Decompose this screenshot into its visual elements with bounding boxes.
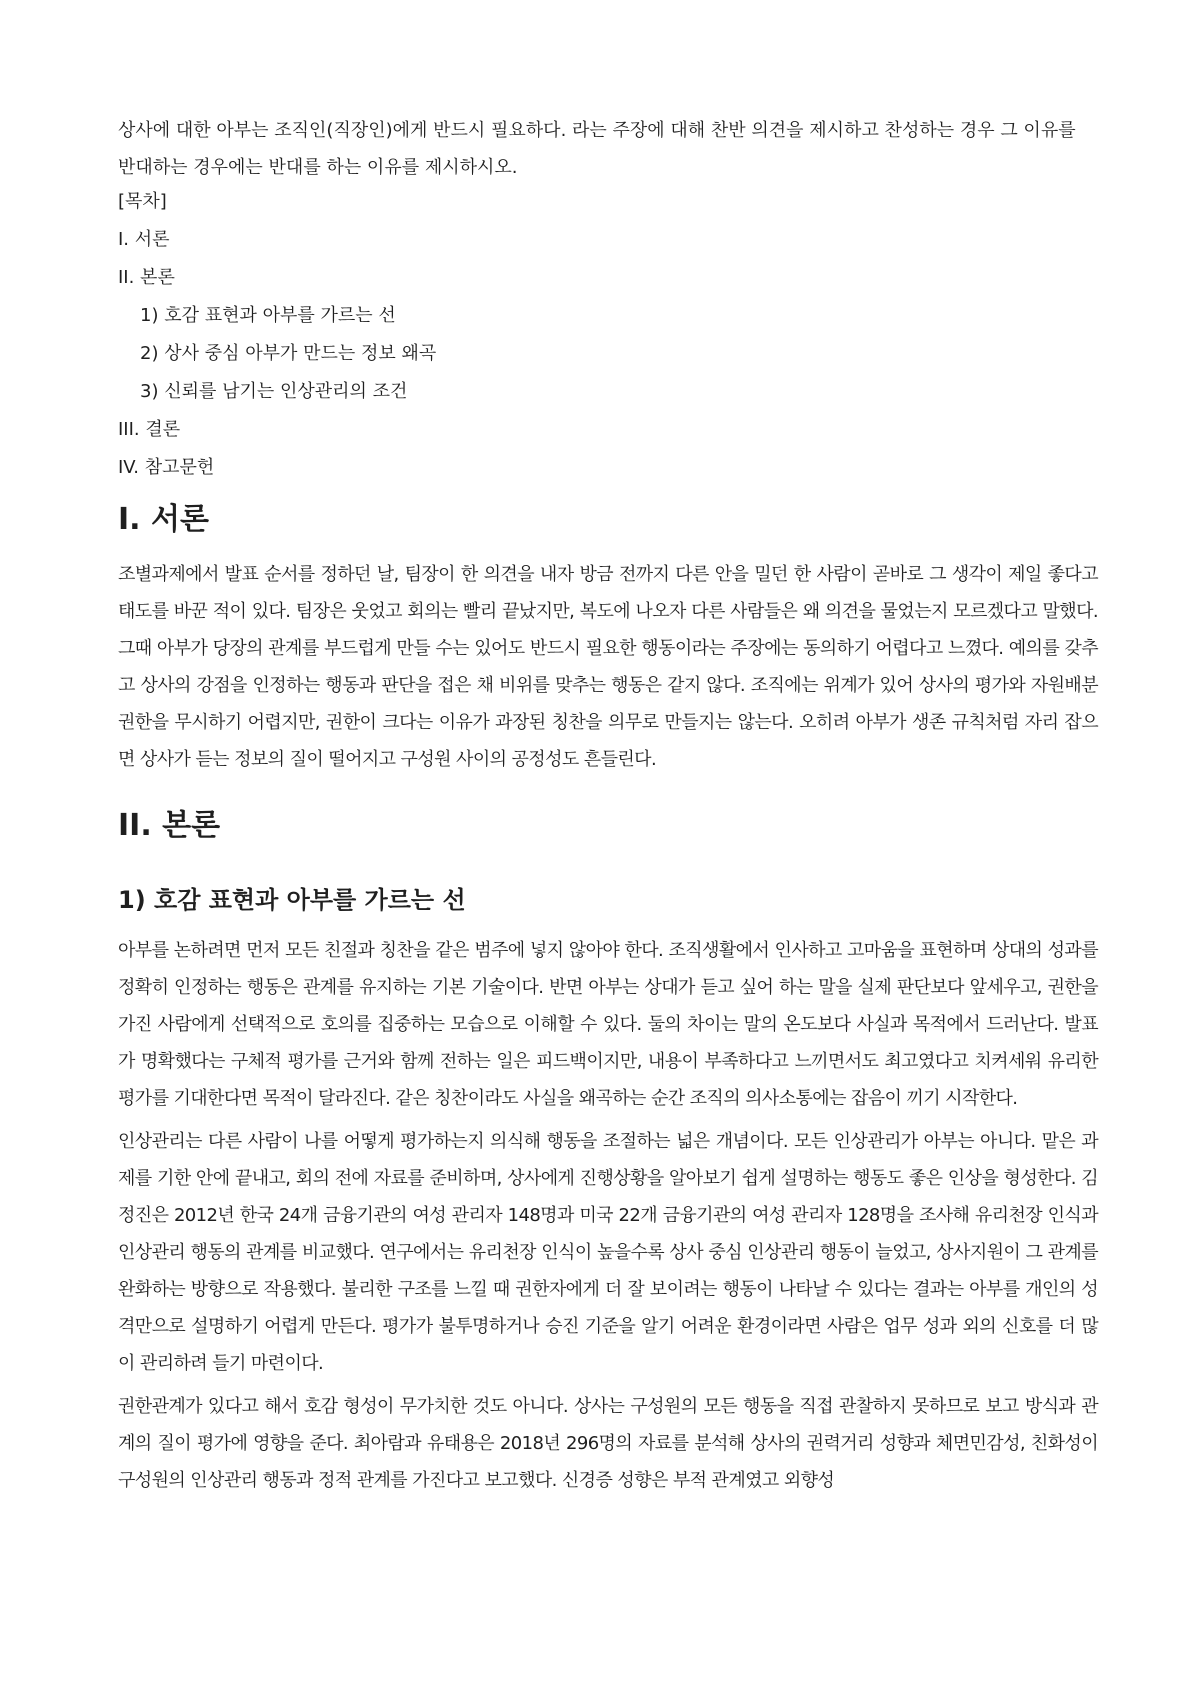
section-title-intro: I. 서론 — [118, 502, 209, 537]
section-title-body: II. 본론 — [118, 808, 221, 843]
table-of-contents — [118, 192, 1098, 478]
body-paragraph-3: 권한관계가 있다고 해서 호감 형성이 무가치한 것도 아니다. 상사는 구성원의 모든 행동을 직접 관찰하지 못하므로 보고 방식과 관계의 질이 평가에 영향을 준다. 최아람과 유태용은 2018년 296명의 자료를 분석해 상사의 권력거리 성향과 체면민감성, 친화성이 구성원의 인상관리 행동과 정적 관계를 가진다고 보고했다. 신경증 성향은 부적 관계였고 외향성 — [118, 1396, 1098, 1491]
toc-item-body-sub2: 2) 상사 중심 아부가 만드는 정보 왜곡 — [140, 343, 437, 364]
body-paragraph-1: 아부를 논하려면 먼저 모든 친절과 칭찬을 같은 범주에 넣지 않아야 한다. 조직생활에서 인사하고 고마움을 표현하며 상대의 성과를 정확히 인정하는 행동은 관계를 유지하는 기본 기술이다. 반면 아부는 상대가 듣고 싶어 하는 말을 실제 판단보다 앞세우고, 권한을 가진 사람에게 선택적으로 호의를 집중하는 모습으로 이해할 수 있다. 둘의 차이는 말의 온도보다 사실과 목적에서 드러난다. 발표가 명확했다는 구체적 평가를 근거와 함께 전하는 일은 피드백이지만, 내용이 부족하다고 느끼면서도 최고였다고 치켜세워 유리한 평가를 기대한다면 목적이 달라진다. 같은 칭찬이라도 사실을 왜곡하는 순간 조직의 의사소통에는 잡음이 끼기 시작한다. — [118, 940, 1098, 1109]
subsection-spacer — [118, 862, 1098, 882]
toc-item-intro: I. 서론 — [118, 229, 170, 250]
intro-paragraph: 조별과제에서 발표 순서를 정하던 날, 팀장이 한 의견을 내자 방금 전까지 다른 안을 밀던 한 사람이 곧바로 그 생각이 제일 좋다고 태도를 바꾼 적이 있다. 팀장은 웃었고 회의는 빨리 끝났지만, 복도에 나오자 다른 사람들은 왜 의견을 물었는지 모르겠다고 말했다. 그때 아부가 당장의 관계를 부드럽게 만들 수는 있어도 반드시 필요한 행동이라는 주장에는 동의하기 어렵다고 느꼈다. 예의를 갖추고 상사의 강점을 인정하는 행동과 판단을 접은 채 비위를 맞추는 행동은 같지 않다. 조직에는 위계가 있어 상사의 평가와 자원배분 권한을 무시하기 어렵지만, 권한이 크다는 이유가 과장된 칭찬을 의무로 만들지는 않는다. 오히려 아부가 생존 규칙처럼 자리 잡으면 상사가 듣는 정보의 질이 떨어지고 구성원 사이의 공정성도 흔들린다. — [118, 564, 1098, 770]
toc-item-body: II. 본론 — [118, 267, 175, 288]
toc-heading: [목차] — [118, 191, 167, 212]
assignment-prompt: 상사에 대한 아부는 조직인(직장인)에게 반드시 필요하다. 라는 주장에 대해 찬반 의견을 제시하고 찬성하는 경우 그 이유를 반대하는 경우에는 반대를 하는 이유를 제시하시오. — [118, 120, 1076, 178]
toc-item-body-sub3: 3) 신뢰를 남기는 인상관리의 조건 — [140, 381, 408, 402]
toc-item-conclusion: III. 결론 — [118, 419, 181, 440]
toc-item-body-sub1: 1) 호감 표현과 아부를 가르는 선 — [140, 305, 396, 326]
toc-item-references: IV. 참고문헌 — [118, 457, 215, 478]
section-spacer — [118, 784, 1098, 806]
subsection-title-1: 1) 호감 표현과 아부를 가르는 선 — [118, 886, 466, 914]
body-paragraph-2: 인상관리는 다른 사람이 나를 어떻게 평가하는지 의식해 행동을 조절하는 넓은 개념이다. 모든 인상관리가 아부는 아니다. 맡은 과제를 기한 안에 끝내고, 회의 전에 자료를 준비하며, 상사에게 진행상황을 알아보기 쉽게 설명하는 행동도 좋은 인상을 형성한다. 김정진은 2012년 한국 24개 금융기관의 여성 관리자 148명과 미국 22개 금융기관의 여성 관리자 128명을 조사해 유리천장 인식과 인상관리 행동의 관계를 비교했다. 연구에서는 유리천장 인식이 높을수록 상사 중심 인상관리 행동이 늘었고, 상사지원이 그 관계를 완화하는 방향으로 작용했다. 불리한 구조를 느낄 때 권한자에게 더 잘 보이려는 행동이 나타날 수 있다는 결과는 아부를 개인의 성격만으로 설명하기 어렵게 만든다. 평가가 불투명하거나 승진 기준을 알기 어려운 환경이라면 사람은 업무 성과 외의 신호를 더 많이 관리하려 들기 마련이다. — [118, 1131, 1098, 1374]
